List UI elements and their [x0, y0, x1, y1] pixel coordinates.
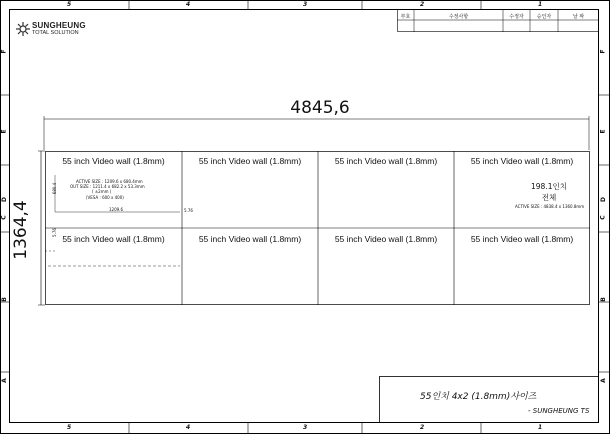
panel-height-dimension: 680.4	[52, 182, 58, 195]
row-letter: D	[0, 197, 8, 202]
logo-mark-icon	[16, 22, 30, 36]
tolerance-note: ( ±2mm )	[92, 189, 112, 194]
row-letter: C	[0, 215, 8, 220]
row-letter: A	[599, 378, 607, 383]
vesa-note: (VESA : 600 x 400)	[86, 195, 124, 200]
overall-active-size: ACTIVE SIZE : 4838.4 x 1360.8mm	[515, 204, 585, 209]
overall-label: 전체	[541, 193, 557, 202]
column-number: 5	[67, 424, 72, 431]
revision-header-approver: 승인자	[536, 14, 552, 20]
panel-label: 55 inch Video wall (1.8mm)	[470, 234, 574, 244]
column-number: 1	[538, 424, 543, 431]
panel-label: 55 inch Video wall (1.8mm)	[470, 156, 574, 166]
row-letter: C	[599, 215, 607, 220]
row-letter: B	[599, 297, 607, 302]
column-number: 5	[67, 1, 72, 8]
logo-subtitle: TOTAL SOLUTION	[32, 30, 79, 36]
panel-label: 55 inch Video wall (1.8mm)	[334, 156, 438, 166]
row-letter: E	[599, 129, 607, 134]
row-letter: E	[0, 129, 8, 134]
revision-header-date: 날 짜	[572, 14, 585, 20]
overall-size-note: 198.1인치	[531, 182, 567, 191]
row-letter: D	[599, 197, 607, 202]
company-name: - SUNGHEUNG TS	[528, 407, 590, 415]
drawing-title: 55인치 4x2 (1.8mm)사이즈	[420, 392, 537, 402]
row-letter: F	[599, 49, 607, 54]
column-number: 2	[420, 1, 425, 8]
column-number: 4	[186, 424, 191, 431]
row-letter: F	[0, 49, 8, 54]
panel-label: 55 inch Video wall (1.8mm)	[62, 234, 165, 244]
logo-name: SUNGHEUNG	[32, 21, 86, 30]
panel-label: 55 inch Video wall (1.8mm)	[62, 156, 165, 166]
column-number: 4	[186, 1, 191, 8]
row-letter: B	[0, 297, 8, 302]
revision-header-change: 수정사항	[448, 14, 469, 20]
panel-label: 55 inch Video wall (1.8mm)	[334, 234, 438, 244]
panel-width-dimension: 1209.6	[109, 207, 123, 212]
overall-height-dimension: 1364,4	[11, 200, 31, 260]
active-size-note: ACTIVE SIZE : 1209.6 x 680.4mm	[76, 179, 143, 184]
column-number: 3	[303, 1, 308, 8]
panel-label: 55 inch Video wall (1.8mm)	[198, 156, 302, 166]
column-number: 3	[303, 424, 308, 431]
overall-width-dimension: 4845,6	[290, 98, 350, 118]
column-number: 1	[538, 1, 543, 8]
bezel-bottom-dimension: 5.76	[51, 228, 57, 237]
column-number: 2	[420, 424, 425, 431]
panel-label: 55 inch Video wall (1.8mm)	[198, 234, 302, 244]
revision-header-symbol: 부호	[400, 14, 411, 20]
bezel-right-dimension: 5.76	[184, 208, 193, 213]
row-letter: A	[0, 378, 8, 383]
revision-header-editor: 수정자	[509, 14, 524, 20]
out-size-note: OUT SIZE : 1211.4 x 682.2 x 53.3mm	[70, 184, 145, 189]
